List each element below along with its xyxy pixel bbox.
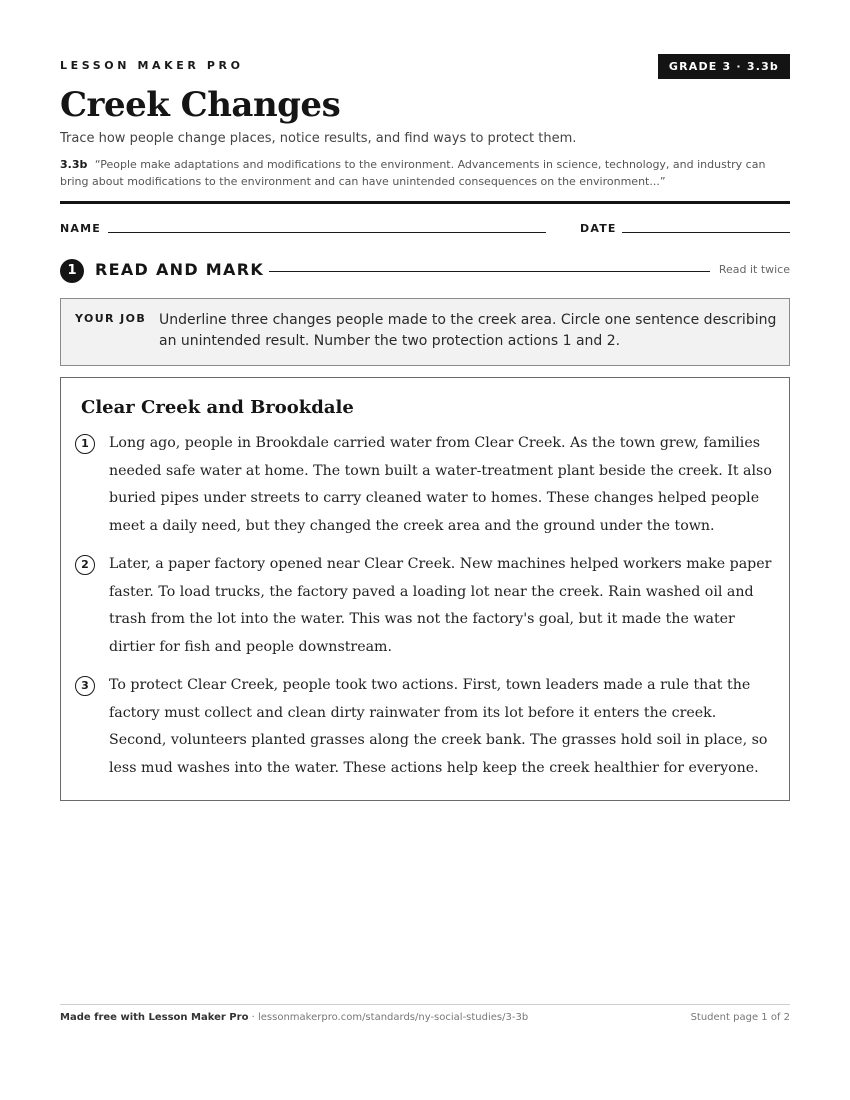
your-job-box [60,298,790,366]
date-field[interactable] [622,232,790,233]
paragraph-text: To protect Clear Creek, people took two actions. First, town leaders made a rule that the factory must collect and clean dirty rainwater from its lot before it enters the creek. Second, volunteers planted grasses along the creek bank. The grasses hold soil in place, so less mud washes into the water. These actions help keep the creek healthier for everyone. [109,677,768,777]
section-header [60,259,790,283]
footer-made-with: Made free with Lesson Maker Pro [60,1012,249,1023]
brand-name: LESSON MAKER PRO [60,59,244,72]
page-subtitle: Trace how people change places, notice results, and find ways to protect them. [60,131,577,146]
footer-url: · lessonmakerpro.com/standards/ny-social-studies/3-3b [248,1012,529,1023]
grade-badge: GRADE 3 · 3.3b [658,54,790,79]
standard-statement [60,156,790,190]
section-divider [269,271,710,272]
footer-page-number: Student page 1 of 2 [690,1012,790,1023]
paragraph-text: Long ago, people in Brookdale carried water from Clear Creek. As the town grew, families needed safe water at home. The town built a water-treatment plant beside the creek. It also buried pipes under streets to carry cleaned water to homes. These changes helped people meet a daily need, but they changed the creek area and the ground under the town. [109,435,772,535]
paragraph-number-badge: 2 [75,555,95,575]
footer-credit [60,1012,528,1023]
header-divider [60,201,790,204]
paragraph-number-badge: 3 [75,676,95,696]
name-field[interactable] [108,232,546,233]
date-label: DATE [580,222,617,235]
paragraph-text: Later, a paper factory opened near Clear Creek. New machines helped workers make paper faster. To load trucks, the factory paved a loading lot near the creek. Rain washed oil and trash from the lot into the water. This was not the factory's goal, but it made the water dirtier for fish and people downstream. [109,556,772,656]
name-label: NAME [60,222,101,235]
section-number-badge: 1 [60,259,84,283]
standard-text: “People make adaptations and modifications to the environment. Advancements in science, technology, and industry can bring about modifications to the environment and can have unintended consequences on the environment...” [60,158,766,188]
paragraph-number-badge: 1 [75,434,95,454]
footer-divider [60,1004,790,1005]
standard-code: 3.3b [60,158,88,171]
page-title: Creek Changes [60,85,341,125]
worksheet-page [60,0,790,1100]
your-job-instructions: Underline three changes people made to the creek area. Circle one sentence describing an unintended result. Number the two protection actions 1 and 2. [159,312,777,349]
your-job-label: YOUR JOB [75,312,147,325]
section-note: Read it twice [718,263,790,276]
reading-passage-box [60,377,790,801]
reading-title: Clear Creek and Brookdale [81,397,354,418]
section-title: READ AND MARK [95,260,265,279]
